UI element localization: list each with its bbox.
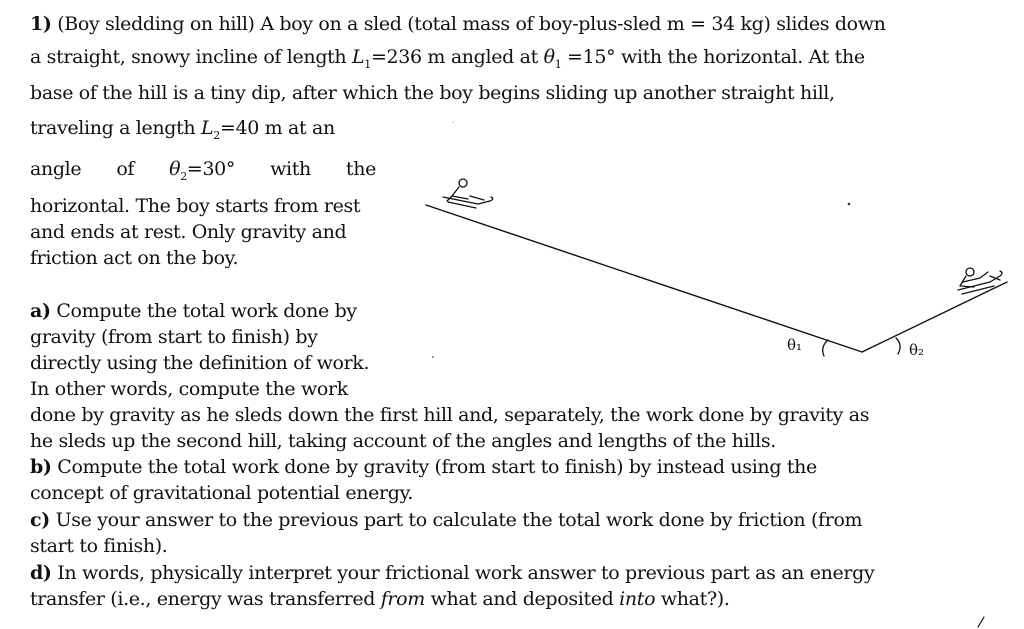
problem-line-6 — [30, 197, 360, 216]
text-segment: what and deposited — [430, 588, 614, 610]
part-c-line-2 — [30, 537, 168, 556]
theta2-value: =30° — [186, 158, 236, 180]
problem-line-8 — [30, 249, 238, 268]
theta2-symbol: θ — [169, 158, 181, 180]
text-segment: concept of gravitational potential energy. — [30, 482, 414, 504]
text-segment: done by gravity as he sleds down the first hill and, separately, the work done by gravity as — [30, 404, 870, 426]
part-a-line-3 — [30, 354, 369, 373]
part-a-line-5 — [30, 406, 869, 425]
part-c-label: c) — [30, 509, 50, 531]
problem-line-7 — [30, 223, 346, 242]
L2-value: =40 m — [219, 117, 283, 139]
theta1-arc — [823, 340, 828, 356]
theta2-expression — [169, 158, 236, 183]
first-hill-line — [426, 205, 862, 352]
stray-dot — [848, 203, 851, 206]
part-d-label: d) — [30, 562, 52, 584]
text-segment: start to finish). — [30, 535, 168, 557]
text-segment: angle — [30, 158, 82, 180]
text-segment: what?). — [660, 588, 730, 610]
text-segment: directly using the definition of work. — [30, 352, 370, 374]
text-segment: In words, physically interpret your frictional work answer to previous part as an energy — [57, 562, 875, 584]
text-segment: friction act on the boy. — [30, 247, 239, 269]
problem-line-1-rest: A boy on a sled (total mass of boy-plus-sled m = 34 kg) slides down — [260, 13, 886, 35]
theta2-subscript: 2 — [180, 170, 187, 183]
text-segment: traveling a length — [30, 117, 196, 139]
text-segment: with the horizontal. At the — [620, 46, 865, 68]
L2-subscript: 2 — [213, 129, 220, 142]
second-hill-line — [862, 282, 1007, 352]
emphasis-into: into — [619, 588, 656, 610]
part-b-label: b) — [30, 456, 52, 478]
text-segment: and ends at rest. Only gravity and — [30, 221, 347, 243]
problem-number: 1) — [30, 13, 52, 35]
text-segment: at an — [288, 117, 335, 139]
problem-title: (Boy sledding on hill) — [57, 13, 255, 35]
text-segment: horizontal. The boy starts from rest — [30, 195, 361, 217]
part-a-label: a) — [30, 300, 51, 322]
stray-dot — [452, 121, 454, 123]
text-segment: he sleds up the second hill, taking account of the angles and lengths of the hills. — [30, 430, 776, 452]
part-a-line-6 — [30, 432, 776, 451]
pencil-mark — [978, 617, 984, 627]
part-c-line-1 — [30, 511, 862, 530]
text-segment: Use your answer to the previous part to calculate the total work done by friction (from — [55, 509, 863, 531]
text-segment: Compute the total work done by gravity (from start to finish) by instead using the — [57, 456, 817, 478]
sled-end-icon — [958, 268, 1002, 294]
theta1-subscript: 1 — [554, 58, 562, 71]
text-segment: base of the hill is a tiny dip, after which the boy begins sliding up another straight hill, — [30, 82, 835, 104]
L2-symbol: L — [200, 117, 214, 139]
part-d-line-2 — [30, 590, 730, 609]
problem-line-1 — [30, 15, 886, 34]
part-a-line-2 — [30, 328, 318, 347]
theta1-value: =15° — [567, 46, 616, 68]
problem-line-5 — [30, 158, 376, 183]
part-b-line-1 — [30, 458, 817, 477]
text-segment: In other words, compute the work — [30, 378, 348, 400]
text-segment: a straight, snowy incline of length — [30, 46, 347, 68]
emphasis-from: from — [380, 588, 425, 610]
text-segment: angled at — [450, 46, 538, 68]
theta1-label: θ₁ — [787, 336, 803, 354]
text-segment: transfer (i.e., energy was transferred — [30, 588, 376, 610]
theta1-symbol: θ — [543, 46, 555, 68]
part-b-line-2 — [30, 484, 413, 503]
text-segment: the — [345, 158, 376, 180]
part-d-line-1 — [30, 564, 874, 583]
problem-line-3 — [30, 84, 835, 103]
theta2-label: θ₂ — [909, 341, 925, 359]
text-segment: Compute the total work done by — [56, 300, 357, 322]
text-segment: gravity (from start to finish) by — [30, 326, 318, 348]
L1-subscript: 1 — [364, 58, 371, 71]
problem-line-4 — [30, 117, 335, 142]
problem-line-2 — [30, 46, 865, 71]
L1-symbol: L — [352, 46, 365, 68]
L1-value: =236 m — [370, 46, 446, 68]
theta2-arc — [896, 338, 900, 354]
part-a-line-4 — [30, 380, 348, 399]
sled-top-icon — [443, 179, 493, 208]
text-segment: of — [116, 158, 135, 180]
stray-dot — [432, 356, 434, 358]
part-a-line-1 — [30, 302, 357, 321]
text-segment: with — [270, 158, 311, 180]
